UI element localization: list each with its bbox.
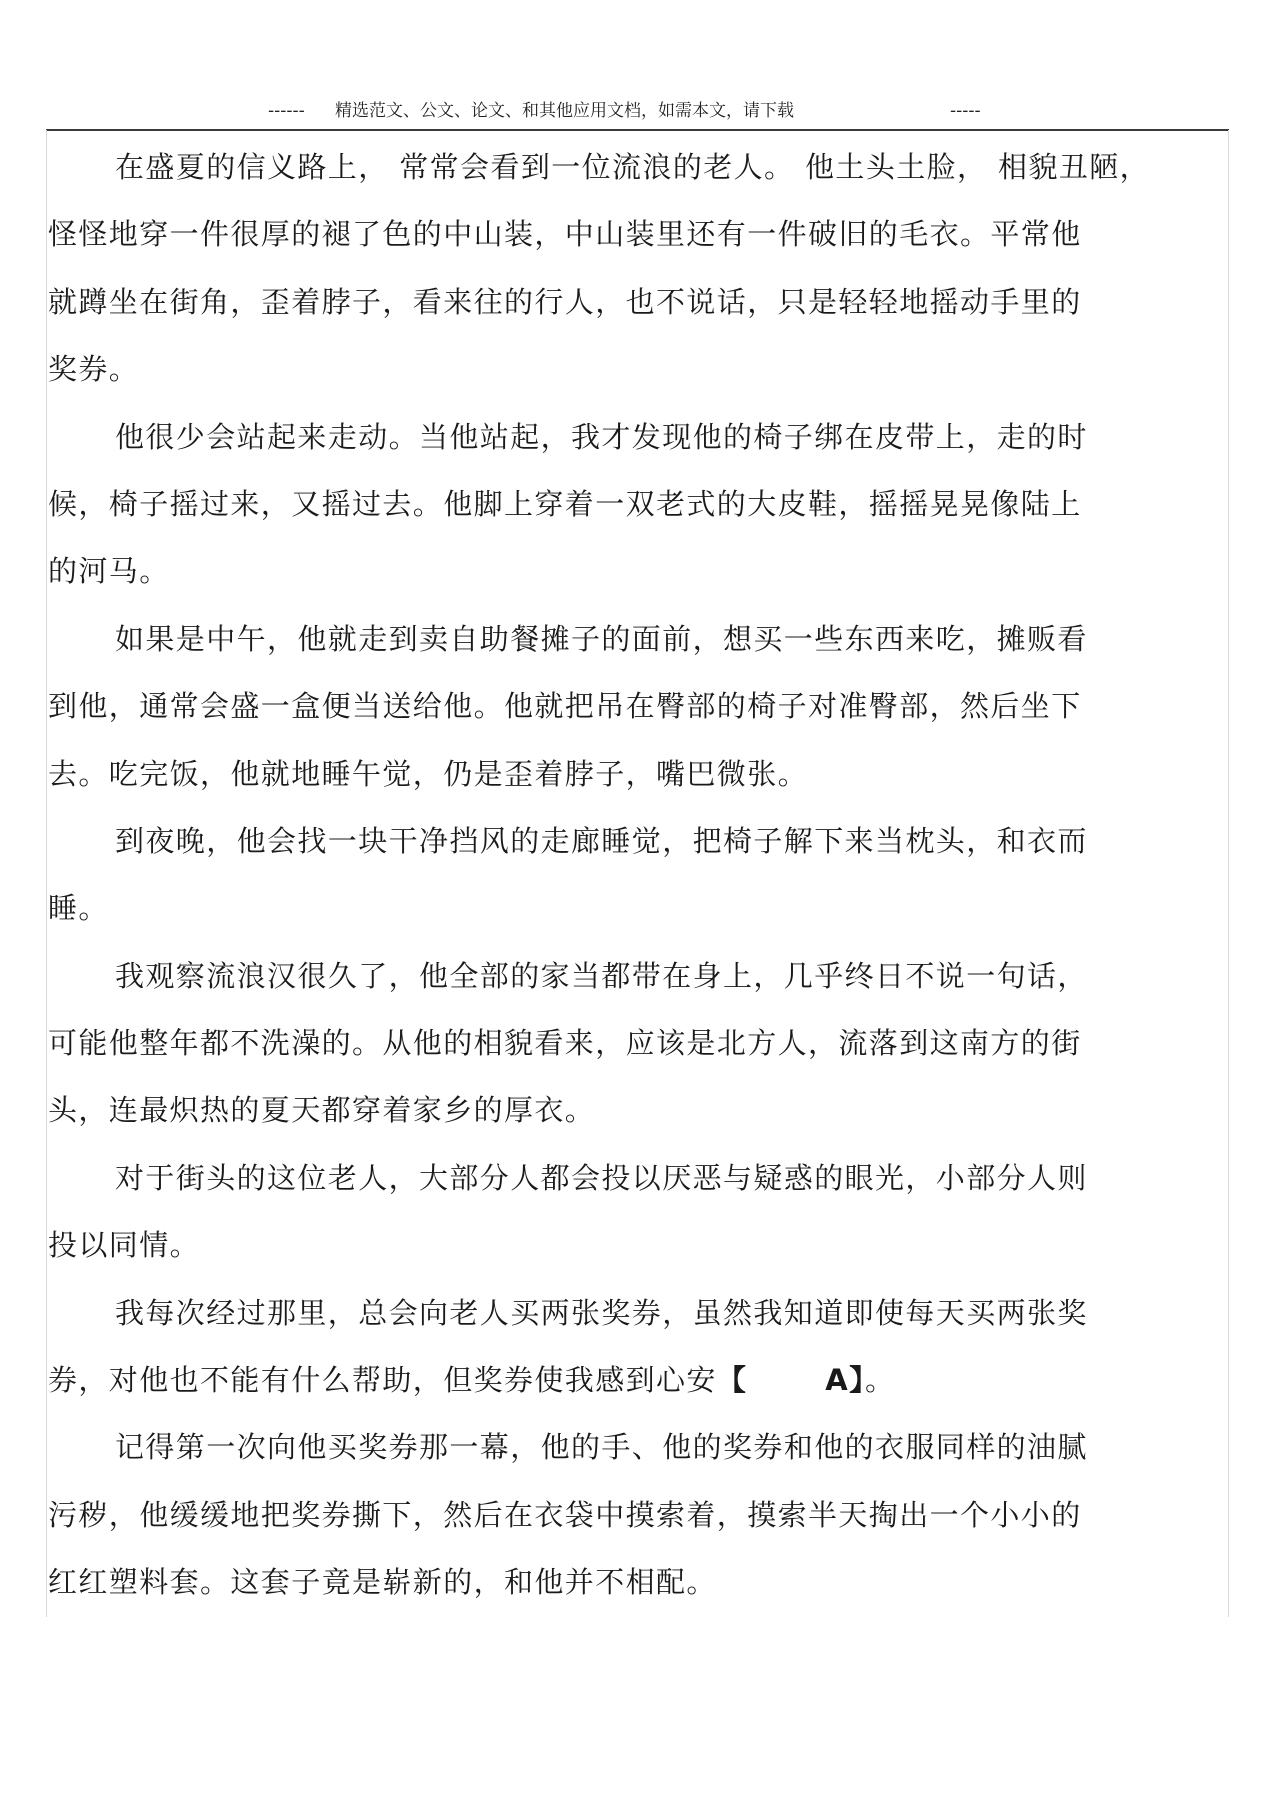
header-dash-right: ----- xyxy=(950,101,981,121)
page-header xyxy=(0,98,1275,124)
paragraph-line: 怪怪地穿一件很厚的褪了色的中山装，中山装里还有一件破旧的毛衣。平常他 xyxy=(48,217,1082,252)
paragraph-line: 奖券。 xyxy=(48,352,140,387)
paragraph-line: 在盛夏的信义路上， 常常会看到一位流浪的老人。 他土头土脸， 相貌丑陋， xyxy=(115,150,1151,184)
paragraph-line: 污秽，他缓缓地把奖券撕下，然后在衣袋中摸索着，摸索半天掏出一个小小的 xyxy=(48,1497,1082,1532)
answer-bracket-close: 】 xyxy=(849,1363,865,1398)
paragraph-line: 候，椅子摇过来，又摇过去。他脚上穿着一双老式的大皮鞋，摇摇晃晃像陆上 xyxy=(48,486,1082,521)
paragraph-line: 我每次经过那里，总会向老人买两张奖券，虽然我知道即使每天买两张奖 xyxy=(115,1295,1088,1330)
document-body xyxy=(48,134,1228,1617)
paragraph-4 xyxy=(48,808,1228,943)
paragraph-line: 就蹲坐在街角，歪着脖子，看来往的行人，也不说话，只是轻轻地摇动手里的 xyxy=(48,284,1082,319)
paragraph-6 xyxy=(48,1145,1228,1280)
paragraph-line: 记得第一次向他买奖券那一幕，他的手、他的奖券和他的衣服同样的油腻 xyxy=(115,1430,1088,1465)
paragraph-line-text: 券，对他也不能有什么帮助，但奖券使我感到心安 xyxy=(48,1363,717,1398)
paragraph-line: 到夜晚，他会找一块干净挡风的走廊睡觉，把椅子解下来当枕头，和衣而 xyxy=(115,823,1088,858)
paragraph-5 xyxy=(48,943,1228,1145)
paragraph-line: 对于街头的这位老人，大部分人都会投以厌恶与疑惑的眼光，小部分人则 xyxy=(115,1160,1088,1195)
header-text: 精选范文、公文、论文、和其他应用文档，如需本文，请下载 xyxy=(335,101,794,121)
answer-bracket xyxy=(717,1363,865,1397)
paragraph-line: 如果是中午，他就走到卖自助餐摊子的面前，想买一些东西来吃，摊贩看 xyxy=(115,621,1088,656)
paragraph-line: 的河马。 xyxy=(48,554,170,589)
paragraph-line: 睡。 xyxy=(48,891,109,926)
answer-bracket-open: 【 xyxy=(716,1363,748,1398)
paragraph-line: 可能他整年都不洗澡的。从他的相貌看来，应该是北方人，流落到这南方的街 xyxy=(48,1026,1082,1061)
page-frame-left xyxy=(46,130,47,1617)
paragraph-line: 我观察流浪汉很久了，他全部的家当都带在身上，几乎终日不说一句话， xyxy=(115,958,1088,993)
paragraph-3 xyxy=(48,606,1228,808)
header-dash-left: ------ xyxy=(268,101,305,121)
paragraph-line: 红红塑料套。这套子竟是崭新的，和他并不相配。 xyxy=(48,1565,717,1600)
paragraph-line: 头，连最炽热的夏天都穿着家乡的厚衣。 xyxy=(48,1093,596,1128)
sentence-end: 。 xyxy=(864,1363,896,1398)
paragraph-2 xyxy=(48,404,1228,606)
page-frame-right xyxy=(1228,130,1229,1617)
paragraph-line: 去。吃完饭，他就地睡午觉，仍是歪着脖子，嘴巴微张。 xyxy=(48,756,809,791)
paragraph-line-with-answer xyxy=(48,1347,1228,1414)
paragraph-line: 到他，通常会盛一盒便当送给他。他就把吊在臀部的椅子对准臀部，然后坐下 xyxy=(48,689,1082,724)
header-rule xyxy=(46,129,1229,131)
paragraph-1 xyxy=(48,134,1228,404)
answer-value: A xyxy=(825,1363,850,1398)
paragraph-8 xyxy=(48,1414,1228,1616)
paragraph-line: 他很少会站起来走动。当他站起，我才发现他的椅子绑在皮带上，走的时 xyxy=(115,419,1088,454)
paragraph-line: 投以同情。 xyxy=(48,1228,201,1263)
paragraph-7 xyxy=(48,1280,1228,1415)
